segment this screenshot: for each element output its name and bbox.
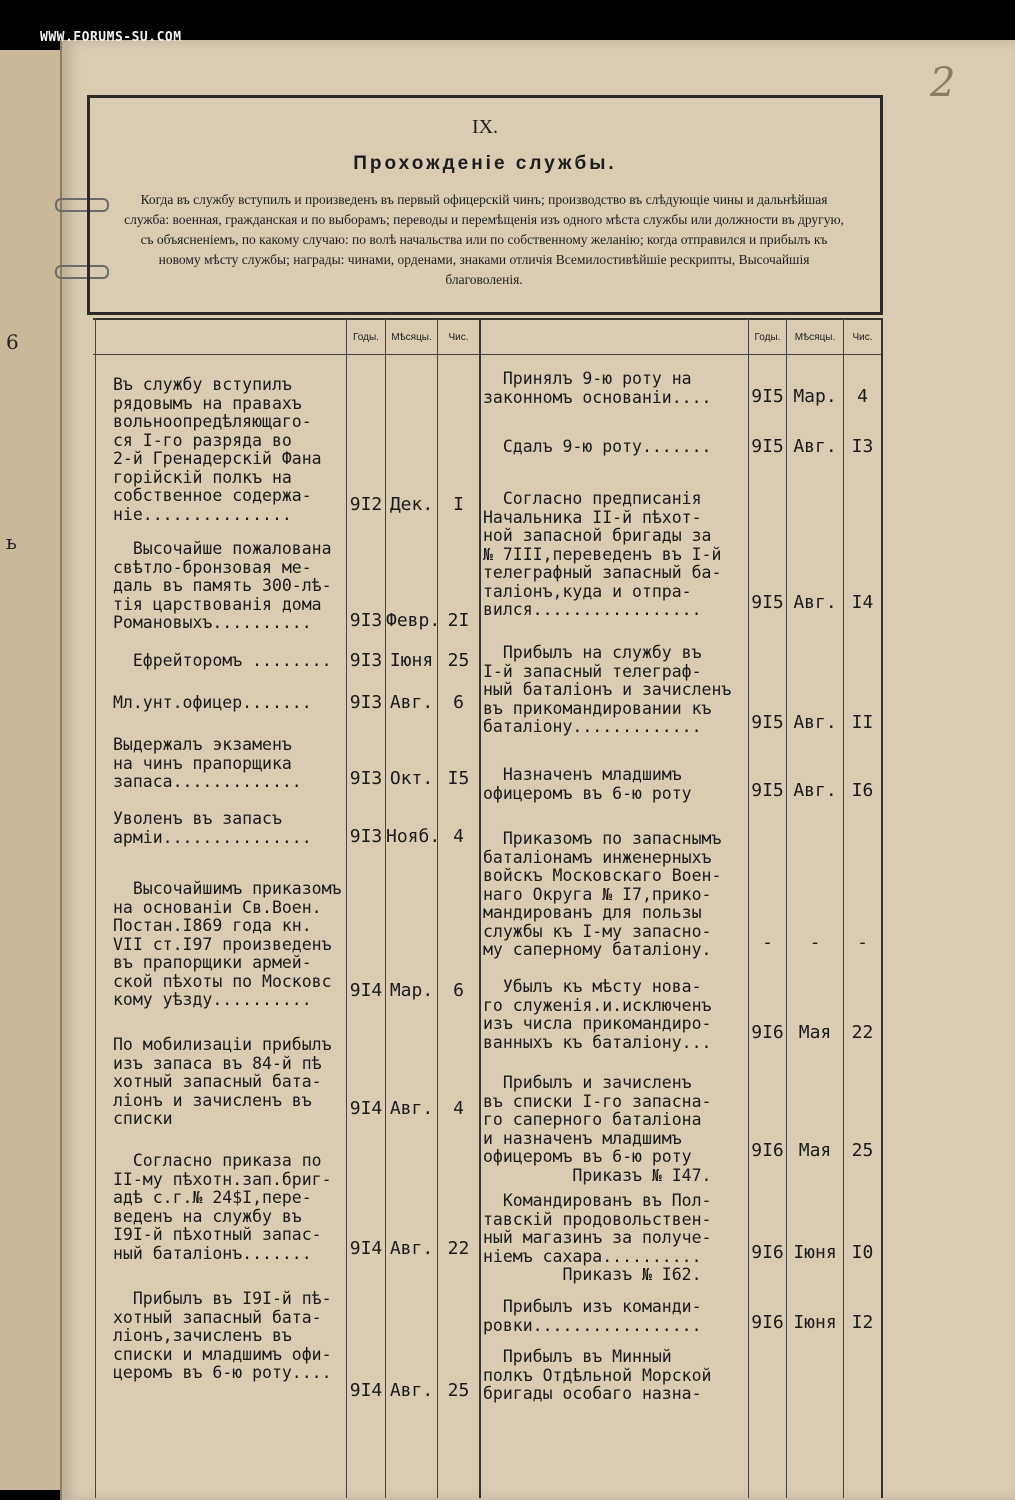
left-year: 9I3: [349, 768, 383, 789]
column-rule: [479, 318, 481, 1498]
left-entry: Въ службу вступилъ рядовымъ на правахъ вольноопредѣляющаго- ся I-го разряда во 2-й Гренадерскiй Фана горiйскiй полкъ на собственное содержа- нiе...............: [113, 375, 322, 524]
right-year: 9I6: [751, 1140, 784, 1161]
right-year: 9I5: [751, 386, 784, 407]
left-month: Авг.: [389, 1238, 434, 1259]
section-number: IX.: [471, 116, 499, 138]
right-day: 25: [851, 1140, 874, 1161]
service-record-table: [93, 318, 883, 1498]
right-year: 9I5: [751, 780, 784, 801]
left-day: 6: [453, 980, 464, 1001]
left-day: 25: [447, 650, 470, 671]
left-month: Мар.: [389, 980, 434, 1001]
left-month: Авг.: [389, 1380, 434, 1401]
right-month: Авг.: [793, 712, 837, 733]
right-entry: Согласно предписанiя Начальника II-й пѣхот- ной запасной бригады за № 7III,переведенъ въ I-й телеграфный запасный ба- талiонъ,куда и отпра- вился.................: [483, 489, 722, 619]
right-entry: Убылъ къ мѣсту нова- го служенiя.и.исключенъ изъ числа прикомандиро- ванныхъ къ баталiону...: [483, 977, 712, 1052]
header-day: Чис.: [448, 332, 469, 343]
left-month: Нояб.: [386, 826, 441, 847]
column-rule: [881, 318, 883, 1498]
page-fragment: ь: [6, 530, 17, 554]
right-year: -: [762, 932, 773, 953]
right-year: 9I6: [751, 1312, 784, 1333]
left-entry: Выдержалъ экзаменъ на чинъ прапорщика запаса.............: [113, 735, 302, 791]
right-entry: Прибылъ въ Минный полкъ Отдѣльной Морской бригады особаго назна-: [483, 1347, 712, 1403]
header-month-right: Мѣсяцы.: [794, 332, 836, 343]
column-rule: [95, 318, 96, 1498]
right-month: Авг.: [793, 436, 837, 457]
right-month: Мая: [798, 1022, 832, 1043]
right-month: Авг.: [793, 592, 837, 613]
header-frame: [87, 95, 883, 315]
intro-text: Когда въ службу вступилъ и произведенъ въ первый офицерскiй чинъ; производство въ слѣдующiе чины и дальнѣйшая служба: военная, гражданская и по выборамъ; переводы и перемѣщенiя изъ одного мѣста службы или должности въ другую, съ объясненiемъ, по какому случаю: по волѣ начальства или по собственному желанiю; когда отправился и прибылъ къ новому мѣсту службы; награды: чинами, орденами, знаками отличiя Всемилостивѣйшiе рескрипты, Высочайшiя благоволенiя.: [124, 192, 844, 287]
page-fragment: 6: [6, 330, 19, 354]
left-day: I: [453, 494, 464, 515]
right-entry: Принялъ 9-ю роту на законномъ основанiи....: [483, 369, 712, 407]
left-day: I5: [447, 768, 470, 789]
left-entry: Мл.унт.офицер.......: [113, 693, 312, 712]
left-month: Окт.: [389, 768, 434, 789]
right-year: 9I6: [751, 1022, 784, 1043]
left-month: Авг.: [389, 1098, 434, 1119]
left-year: 9I2: [349, 494, 383, 515]
right-month: -: [809, 932, 821, 953]
page-title: Прохожденiе службы.: [353, 153, 617, 174]
right-day: II: [851, 712, 874, 733]
left-entry: Согласно приказа по II-му пѣхотн.зап.бриг- адѣ с.г.№ 24$I,пере- веденъ на службу въ I9I-й пѣхотный запас- ный баталiонъ.......: [113, 1151, 332, 1263]
left-year: 9I4: [349, 1098, 383, 1119]
left-day: 25: [447, 1380, 470, 1401]
right-day: -: [857, 932, 868, 953]
right-year: 9I5: [751, 592, 784, 613]
left-entry: По мобилизацiи прибылъ изъ запаса въ 84-й пѣ хотный запасный бата- лiонъ и зачисленъ въ списки: [113, 1035, 332, 1128]
right-entry: Прибылъ изъ команди- ровки.................: [483, 1297, 702, 1335]
left-year: 9I3: [349, 610, 383, 631]
table-top-rule: [93, 318, 883, 320]
left-entry: Ефрейторомъ ........: [113, 651, 332, 670]
left-entry: Уволенъ въ запасъ армiи...............: [113, 809, 312, 847]
left-entry: Высочайшимъ приказомъ на основанiи Св.Воен. Постан.I869 года кн. VII ст.I97 произведенъ въ прапорщики армей- ской пѣхоты по Московс кому уѣзду..........: [113, 879, 342, 1009]
header-year-right: Годы.: [754, 332, 781, 343]
right-month: Iюня: [793, 1242, 837, 1263]
right-month: Авг.: [793, 780, 837, 801]
right-year: 9I5: [751, 436, 784, 457]
right-year: 9I5: [751, 712, 784, 733]
right-day: I0: [851, 1242, 874, 1263]
watermark: WWW.FORUMS-SU.COM: [40, 30, 182, 45]
header-month: Мѣсяцы.: [391, 332, 432, 343]
right-day: I2: [851, 1312, 874, 1333]
left-year: 9I3: [349, 692, 383, 713]
right-entry: Командированъ въ Пол- тавскiй продовольствен- ный магазинъ за получе- нiемъ сахара.......... Приказъ № I62.: [483, 1191, 712, 1284]
left-month: Iюня: [389, 650, 434, 671]
left-day: 22: [447, 1238, 470, 1259]
left-year: 9I3: [349, 826, 383, 847]
left-day: 6: [453, 692, 464, 713]
left-day: 4: [453, 826, 464, 847]
left-entry: Прибылъ въ I9I-й пѣ- хотный запасный бата- лiонъ,зачисленъ въ списки и младшимъ офи- церомъ въ 6-ю роту....: [113, 1289, 332, 1382]
left-entry: Высочайше пожалована свѣтло-бронзовая ме- даль въ память 300-лѣ- тiя царствованiя дома Романовыхъ..........: [113, 539, 332, 632]
right-day: 4: [857, 386, 868, 407]
left-year: 9I4: [349, 1238, 383, 1259]
left-year: 9I4: [349, 980, 383, 1001]
right-entry: Назначенъ младшимъ офицеромъ въ 6-ю роту: [483, 765, 692, 803]
right-entry: Приказомъ по запаснымъ баталiонамъ инженерныхъ войскъ Московскаго Воен- наго Округа № I7,прико- мандированъ для пользы службы къ I-му запасно- му саперному баталiону.: [483, 829, 722, 959]
left-day: 4: [453, 1098, 464, 1119]
left-day: 2I: [447, 610, 470, 631]
left-year: 9I3: [349, 650, 383, 671]
header-day-right: Чис.: [852, 332, 873, 343]
right-day: I6: [851, 780, 874, 801]
right-year: 9I6: [751, 1242, 784, 1263]
right-day: 22: [851, 1022, 874, 1043]
handwritten-page-number: 2: [930, 60, 956, 106]
right-day: I4: [851, 592, 874, 613]
left-month: Дек.: [389, 494, 434, 515]
header-rule: [93, 354, 883, 355]
left-month: Авг.: [389, 692, 434, 713]
header-year: Годы.: [353, 332, 379, 343]
right-month: Мар.: [793, 386, 837, 407]
right-entry: Прибылъ и зачисленъ въ списки I-го запасна- го саперного баталiона и назначенъ младшимъ офицеромъ въ 6-ю роту Приказъ № I47.: [483, 1073, 712, 1185]
right-entry: Сдалъ 9-ю роту.......: [483, 437, 712, 456]
right-entry: Прибылъ на службу въ I-й запасный телеграф- ный баталiонъ и зачисленъ въ прикомандировании къ баталiону.............: [483, 643, 732, 736]
left-year: 9I4: [349, 1380, 383, 1401]
right-day: I3: [851, 436, 874, 457]
right-month: Iюня: [793, 1312, 837, 1333]
right-month: Мая: [798, 1140, 832, 1161]
left-month: Февр.: [386, 610, 441, 631]
